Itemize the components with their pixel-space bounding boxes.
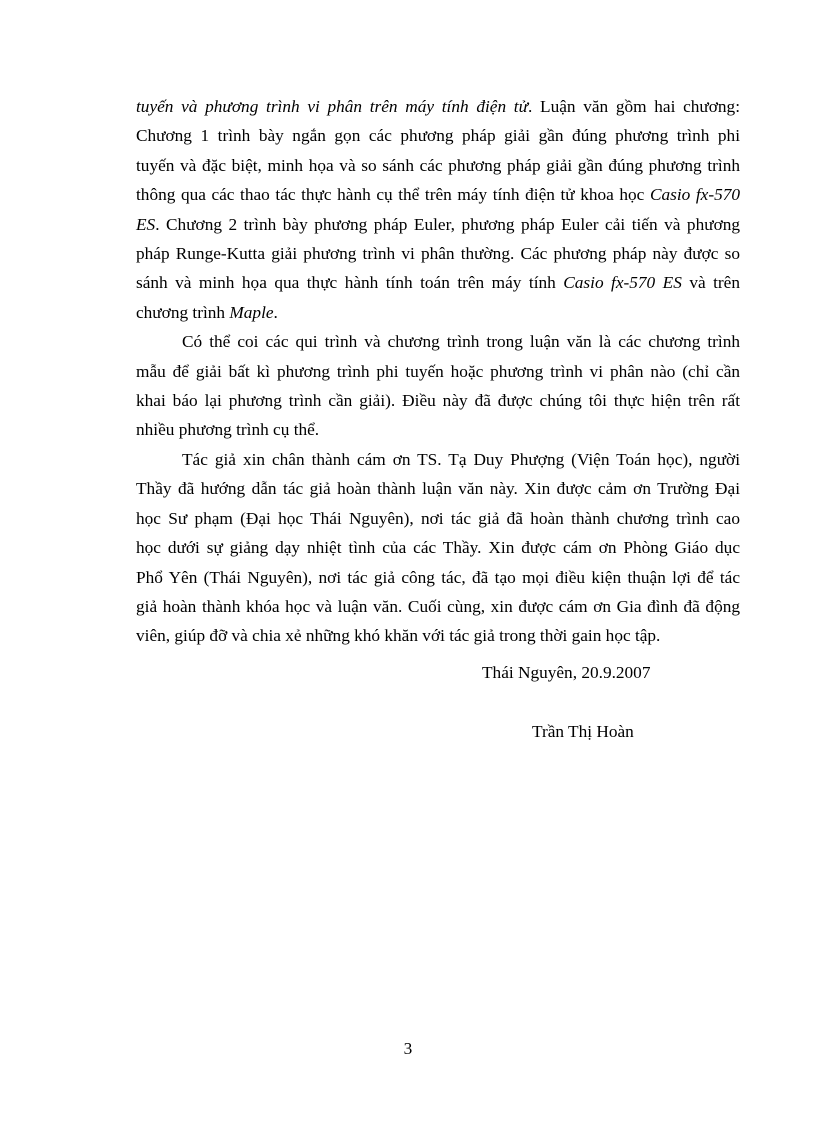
text-line: Phổ Yên (Thái Nguyên), nơi tác giả công tác, đã tạo mọi điều kiện thuận lợi để tác xyxy=(136,567,740,587)
text-line: khai báo lại phương trình cần giải). Điều này đã được chúng tôi thực hiện trên rất xyxy=(136,391,740,411)
text-span: chương trình xyxy=(136,302,230,322)
paragraph-procedures xyxy=(136,327,740,445)
italic-thesis-title: tuyến và phương trình vi phân trên máy tính điện tử xyxy=(136,97,529,116)
text-line xyxy=(136,268,740,297)
text-line: Thầy đã hướng dẫn tác giả hoàn thành luận văn này. Xin được cảm ơn Trường Đại xyxy=(136,479,740,499)
text-line xyxy=(136,92,740,121)
text-span: . Luận văn gồm hai chương: xyxy=(528,97,740,116)
paragraph-acknowledgements xyxy=(136,445,740,651)
page-number: 3 xyxy=(403,1039,413,1058)
place-date: Thái Nguyên, 20.9.2007 xyxy=(482,663,651,682)
italic-software-name: Maple xyxy=(229,302,274,322)
text-line: học Sư phạm (Đại học Thái Nguyên), nơi tác giả đã hoàn thành chương trình cao xyxy=(136,508,740,528)
text-line: viên, giúp đỡ và chia xẻ những khó khăn với tác giả trong thời gain học tập. xyxy=(136,626,661,646)
author-signature: Trần Thị Hoàn xyxy=(532,722,634,741)
text-line: giả hoàn thành khóa học và luận văn. Cuối cùng, xin được cám ơn Gia đình đã động xyxy=(136,596,740,616)
text-line xyxy=(136,210,740,239)
italic-calculator-suffix: ES xyxy=(136,214,156,234)
text-span: sánh và minh họa qua thực hành tính toán trên máy tính xyxy=(136,273,564,293)
body-text xyxy=(136,92,740,651)
text-span: và trên xyxy=(681,273,740,293)
text-line: Có thể coi các qui trình và chương trình trong luận văn là các chương trình xyxy=(182,332,740,352)
text-span: . xyxy=(273,302,278,322)
text-line: pháp Runge-Kutta giải phương trình vi phân thường. Các phương pháp này được so xyxy=(136,244,740,264)
text-line: tuyến và đặc biệt, minh họa và so sánh các phương pháp giải gần đúng phương trình xyxy=(136,155,740,175)
text-line: mẫu để giải bất kì phương trình phi tuyến hoặc phương trình vi phân nào (chỉ cần xyxy=(136,361,740,381)
paragraph-thesis-overview xyxy=(136,92,740,327)
text-line xyxy=(136,298,740,327)
italic-calculator-name: Casio fx-570 xyxy=(649,185,740,205)
italic-calculator-name: Casio fx-570 ES xyxy=(563,273,682,293)
text-span: thông qua các thao tác thực hành cụ thể trên máy tính điện tử khoa học xyxy=(136,185,650,205)
text-line: Tác giả xin chân thành cám ơn TS. Tạ Duy Phượng (Viện Toán học), người xyxy=(182,449,740,469)
text-span: . Chương 2 trình bày phương pháp Euler, phương pháp Euler cải tiến và phương xyxy=(155,214,740,234)
text-line: học dưới sự giảng dạy nhiệt tình của các Thầy. Xin được cám ơn Phòng Giáo dục xyxy=(136,538,740,558)
text-line: nhiều phương trình cụ thể. xyxy=(136,420,320,440)
text-line xyxy=(136,180,740,209)
text-line: Chương 1 trình bày ngắn gọn các phương pháp giải gần đúng phương trình phi xyxy=(136,126,740,146)
